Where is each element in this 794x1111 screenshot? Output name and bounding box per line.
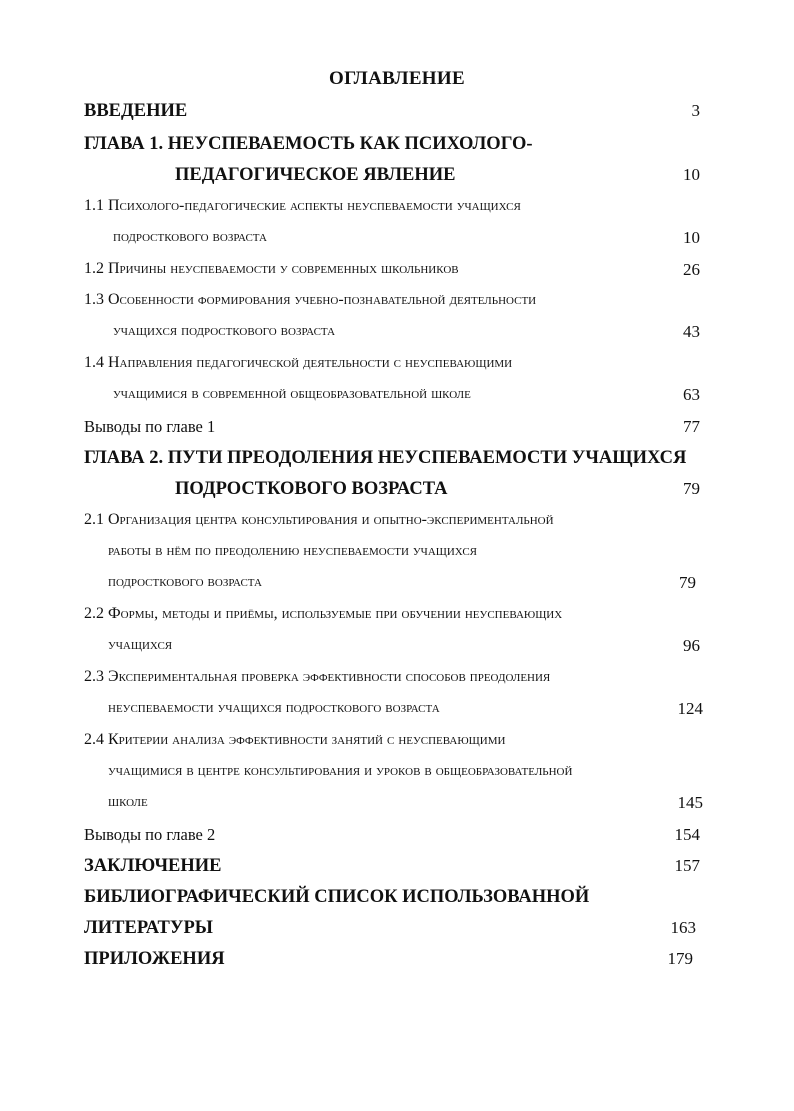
toc-chapter1-page: 10 — [683, 165, 700, 184]
toc-chapter2-line1: ГЛАВА 2. ПУТИ ПРЕОДОЛЕНИЯ НЕУСПЕВАЕМОСТИ УЧАЩИХСЯ — [84, 448, 687, 468]
toc-section-1-2-page: 26 — [683, 260, 700, 279]
toc-section-1-2-line1: 1.2 Причины неуспеваемости у современных школьников — [84, 260, 459, 277]
toc-appendices-label: ПРИЛОЖЕНИЯ — [84, 949, 225, 969]
toc-section-2-4-line1: 2.4 Критерии анализа эффективности занятий с неуспевающими — [84, 731, 506, 748]
toc-section-1-3-line1: 1.3 Особенности формирования учебно-познавательной деятельности — [84, 291, 537, 308]
toc-section-2-3-line2: неуспеваемости учащихся подросткового возраста — [108, 699, 440, 716]
toc-bibliography-line1: БИБЛИОГРАФИЧЕСКИЙ СПИСОК ИСПОЛЬЗОВАННОЙ — [84, 887, 590, 907]
toc-chapter2-line2: ПОДРОСТКОВОГО ВОЗРАСТА — [175, 479, 448, 499]
toc-appendices-page: 179 — [667, 949, 693, 968]
toc-section-2-2-line1: 2.2 Формы, методы и приёмы, используемые при обучении неуспевающих — [84, 605, 563, 622]
toc-section-2-1-page: 79 — [679, 573, 696, 592]
toc-section-1-3-line2: учащихся подросткового возраста — [113, 322, 336, 339]
toc-section-2-1-line1: 2.1 Организация центра консультирования и опытно-экспериментальной — [84, 511, 554, 528]
toc-bibliography-line2: ЛИТЕРАТУРЫ — [84, 918, 213, 938]
toc-conclusions-ch2-page: 154 — [674, 825, 700, 844]
toc-section-2-2-line2: учащихся — [108, 636, 173, 653]
toc-chapter1-line1: ГЛАВА 1. НЕУСПЕВАЕМОСТЬ КАК ПСИХОЛОГО- — [84, 134, 533, 154]
toc-conclusion-label: ЗАКЛЮЧЕНИЕ — [84, 856, 222, 876]
toc-section-1-4-line1: 1.4 Направления педагогической деятельности с неуспевающими — [84, 354, 513, 371]
toc-section-2-2-page: 96 — [683, 636, 700, 655]
toc-section-2-4-line3: школе — [108, 793, 148, 810]
toc-entry-intro-label: ВВЕДЕНИЕ — [84, 101, 188, 121]
toc-section-1-1-line2: подросткового возраста — [113, 228, 267, 245]
toc-conclusions-ch2-label: Выводы по главе 2 — [84, 825, 216, 844]
toc-conclusions-ch1-page: 77 — [683, 417, 700, 436]
toc-chapter1-line2: ПЕДАГОГИЧЕСКОЕ ЯВЛЕНИЕ — [175, 165, 456, 185]
toc-section-1-1-page: 10 — [683, 228, 700, 247]
toc-section-1-4-page: 63 — [683, 385, 700, 404]
toc-section-2-4-page: 145 — [677, 793, 703, 812]
toc-section-2-1-line2: работы в нём по преодолению неуспеваемости учащихся — [108, 542, 478, 559]
toc-chapter2-page: 79 — [683, 479, 700, 498]
toc-section-2-3-page: 124 — [677, 699, 703, 718]
toc-conclusions-ch1-label: Выводы по главе 1 — [84, 417, 216, 436]
toc-section-2-3-line1: 2.3 Экспериментальная проверка эффективности способов преодоления — [84, 668, 551, 685]
toc-section-2-1-line3: подросткового возраста — [108, 573, 262, 590]
toc-bibliography-page: 163 — [670, 918, 696, 937]
toc-section-2-4-line2: учащимися в центре консультирования и уроков в общеобразовательной — [108, 762, 573, 779]
toc-section-1-4-line2: учащимися в современной общеобразовательной школе — [113, 385, 471, 402]
toc-section-1-3-page: 43 — [683, 322, 700, 341]
toc-title: ОГЛАВЛЕНИЕ — [329, 68, 465, 89]
toc-entry-intro-page: 3 — [691, 101, 700, 120]
toc-conclusion-page: 157 — [674, 856, 700, 875]
toc-section-1-1-line1: 1.1 Психолого-педагогические аспекты неуспеваемости учащихся — [84, 197, 521, 214]
